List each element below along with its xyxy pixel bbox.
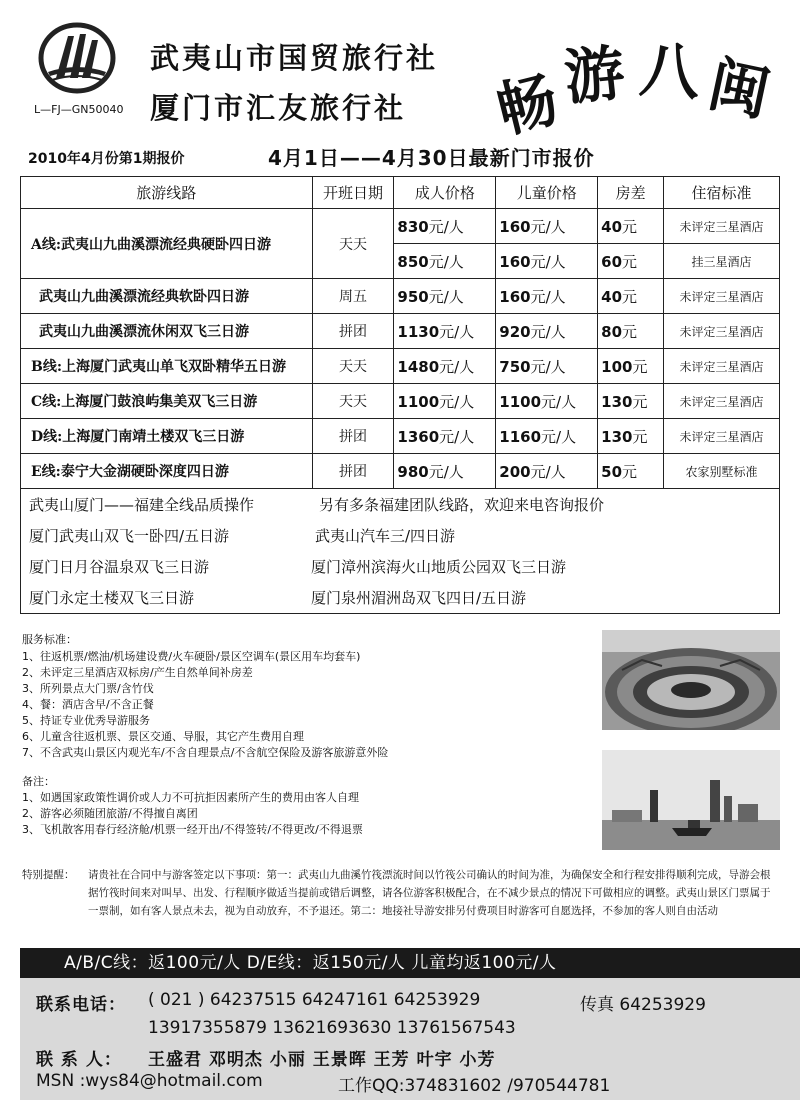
adult-price: 850元/人 xyxy=(394,244,496,279)
contact-section xyxy=(20,978,800,1100)
price-table xyxy=(20,176,780,489)
agency-logo-icon xyxy=(38,22,116,94)
service-title: 服务标准： xyxy=(22,633,77,646)
table-row xyxy=(21,314,780,349)
start-date: 拼团 xyxy=(312,314,394,349)
extra-route-text: 厦门漳州滨海火山地质公园双飞三日游 xyxy=(311,558,567,576)
header-child: 儿童价格 xyxy=(496,177,598,209)
start-date: 拼团 xyxy=(312,419,394,454)
list-item: 3、所列景点大门票/含竹伐 xyxy=(22,682,154,695)
hotel-standard: 未评定三星酒店 xyxy=(664,349,780,384)
table-row xyxy=(21,419,780,454)
list-item: 2、游客必须随团旅游/不得擅自离团 xyxy=(22,807,198,820)
reminder-body: 请贵社在合同中与游客签定以下事项：第一：武夷山九曲溪竹筏漂流时间以竹筏公司确认的时间为准，为确保安全和行程安排得顺利完成，导游会根据竹筏时间来对叫早、出发、行程顺序做适当提前或错后调整，请各位游客积极配合，在不减少景点的情况下可做相应的调整。武夷山景区门票属于一票制，如有客人景点未去，视为自动放弃，不予退还。第二：地接社导游安排另付费项目时游客可自愿选择，不参加的客人则自由活动 xyxy=(88,869,771,917)
room-diff: 60元 xyxy=(598,244,664,279)
extra-route-text: 厦门日月谷温泉双飞三日游 xyxy=(29,558,210,576)
child-price: 1100元/人 xyxy=(496,384,598,419)
adult-price: 1480元/人 xyxy=(394,349,496,384)
table-row xyxy=(21,209,780,244)
child-price: 160元/人 xyxy=(496,244,598,279)
remarks xyxy=(22,774,582,838)
list-item: 1、往返机票/燃油/机场建设费/火车硬卧/景区空调车(景区用车均套车) xyxy=(22,650,361,663)
list-item: 4、餐：酒店含早/不含正餐 xyxy=(22,698,154,711)
header xyxy=(0,0,800,148)
hotel-standard: 农家别墅标准 xyxy=(664,454,780,489)
agency-name-2: 厦门市汇友旅行社 xyxy=(150,91,407,125)
hotel-standard: 未评定三星酒店 xyxy=(664,209,780,244)
room-diff: 130元 xyxy=(598,384,664,419)
room-diff: 130元 xyxy=(598,419,664,454)
child-price: 1160元/人 xyxy=(496,419,598,454)
hotel-standard: 挂三星酒店 xyxy=(664,244,780,279)
slogan-calligraphy xyxy=(489,14,792,148)
header-adult: 成人价格 xyxy=(394,177,496,209)
start-date: 周五 xyxy=(312,279,394,314)
mobile-numbers: 13917355879 13621693630 13761567543 xyxy=(148,1018,516,1038)
adult-price: 950元/人 xyxy=(394,279,496,314)
slogan-char-1: 畅 xyxy=(489,64,565,148)
route-name: C线:上海厦门鼓浪屿集美双飞三日游 xyxy=(21,384,313,419)
agency-name-1: 武夷山市国贸旅行社 xyxy=(150,41,439,75)
header-route: 旅游线路 xyxy=(21,177,313,209)
hotel-standard: 未评定三星酒店 xyxy=(664,314,780,349)
route-name: B线:上海厦门武夷山单飞双卧精华五日游 xyxy=(21,349,313,384)
extra-route-text: 厦门泉州湄洲岛双飞四日/五日游 xyxy=(311,589,527,607)
list-item: 2、未评定三星酒店双标房/产生自然单间补房差 xyxy=(22,666,253,679)
remarks-title: 备注： xyxy=(22,775,55,788)
child-price: 200元/人 xyxy=(496,454,598,489)
contact-persons: 王盛君 邓明杰 小丽 王景晖 王芳 叶宇 小芳 xyxy=(148,1050,496,1070)
route-name: A线:武夷山九曲溪漂流经典硬卧四日游 xyxy=(21,209,313,279)
list-item: 7、不含武夷山景区内观光车/不含自理景点/不含航空保险及游客旅游意外险 xyxy=(22,746,389,759)
start-date: 天天 xyxy=(312,349,394,384)
adult-price: 1360元/人 xyxy=(394,419,496,454)
phone-label: 联系电话： xyxy=(36,995,126,1015)
adult-price: 1130元/人 xyxy=(394,314,496,349)
adult-price: 980元/人 xyxy=(394,454,496,489)
room-diff: 80元 xyxy=(598,314,664,349)
route-name: D线:上海厦门南靖土楼双飞三日游 xyxy=(21,419,313,454)
xiamen-skyline-photo xyxy=(602,750,780,850)
room-diff: 40元 xyxy=(598,209,664,244)
route-name: 武夷山九曲溪漂流经典软卧四日游 xyxy=(21,279,313,314)
list-item: 1、如遇国家政策性调价或人力不可抗拒因素所产生的费用由客人自理 xyxy=(22,791,359,804)
header-date: 开班日期 xyxy=(312,177,394,209)
phone-numbers: ( 021 ) 64237515 64247161 64253929 xyxy=(148,990,481,1010)
extra-routes-box xyxy=(20,488,780,614)
header-hotel: 住宿标准 xyxy=(664,177,780,209)
tulou-photo xyxy=(602,630,780,730)
validity-title: 4月1日——4月30日最新门市报价 xyxy=(268,146,595,170)
extra-route-text: 厦门永定土楼双飞三日游 xyxy=(29,589,195,607)
list-item: 6、儿童含往返机票、景区交通、导服，其它产生费用自理 xyxy=(22,730,304,743)
start-date: 拼团 xyxy=(312,454,394,489)
extra-route-text: 另有多条福建团队线路，欢迎来电咨询报价 xyxy=(319,496,605,514)
reminder-label: 特别提醒： xyxy=(22,869,75,881)
adult-price: 1100元/人 xyxy=(394,384,496,419)
qq-numbers: 工作QQ:374831602 /970544781 xyxy=(338,1076,611,1096)
table-row xyxy=(21,384,780,419)
slogan-char-4: 闽 xyxy=(702,49,776,131)
header-room-diff: 房差 xyxy=(598,177,664,209)
license-number: L—FJ—GN50040 xyxy=(34,103,124,116)
contact-person-label: 联 系 人： xyxy=(36,1050,122,1070)
adult-price: 830元/人 xyxy=(394,209,496,244)
slogan-char-3: 八 xyxy=(637,34,703,109)
msn-address: MSN :wys84@hotmail.com xyxy=(36,1071,263,1091)
child-price: 750元/人 xyxy=(496,349,598,384)
hotel-standard: 未评定三星酒店 xyxy=(664,384,780,419)
table-row xyxy=(21,454,780,489)
room-diff: 100元 xyxy=(598,349,664,384)
start-date: 天天 xyxy=(312,384,394,419)
hotel-standard: 未评定三星酒店 xyxy=(664,419,780,454)
start-date: 天天 xyxy=(312,209,394,279)
room-diff: 50元 xyxy=(598,454,664,489)
extra-route-text: 武夷山汽车三/四日游 xyxy=(315,527,456,545)
rebate-banner: A/B/C线：返100元/人 D/E线：返150元/人 儿童均返100元/人 xyxy=(20,948,800,978)
list-item: 5、持证专业优秀导游服务 xyxy=(22,714,150,727)
service-standards xyxy=(22,632,582,761)
child-price: 920元/人 xyxy=(496,314,598,349)
table-row xyxy=(21,279,780,314)
table-row xyxy=(21,349,780,384)
route-name: E线:泰宁大金湖硬卧深度四日游 xyxy=(21,454,313,489)
issue-label: 2010年4月份第1期报价 xyxy=(28,151,185,167)
child-price: 160元/人 xyxy=(496,279,598,314)
route-name: 武夷山九曲溪漂流休闲双飞三日游 xyxy=(21,314,313,349)
extra-route-text: 厦门武夷山双飞一卧四/五日游 xyxy=(29,527,230,545)
room-diff: 40元 xyxy=(598,279,664,314)
slogan-char-2: 游 xyxy=(561,38,629,114)
list-item: 3、飞机散客用春行经济舱/机票一经开出/不得签转/不得更改/不得退票 xyxy=(22,823,363,836)
child-price: 160元/人 xyxy=(496,209,598,244)
hotel-standard: 未评定三星酒店 xyxy=(664,279,780,314)
extra-route-text: 武夷山厦门——福建全线品质操作 xyxy=(29,496,255,514)
fax-number: 传真 64253929 xyxy=(580,995,706,1015)
table-header-row xyxy=(21,177,780,209)
